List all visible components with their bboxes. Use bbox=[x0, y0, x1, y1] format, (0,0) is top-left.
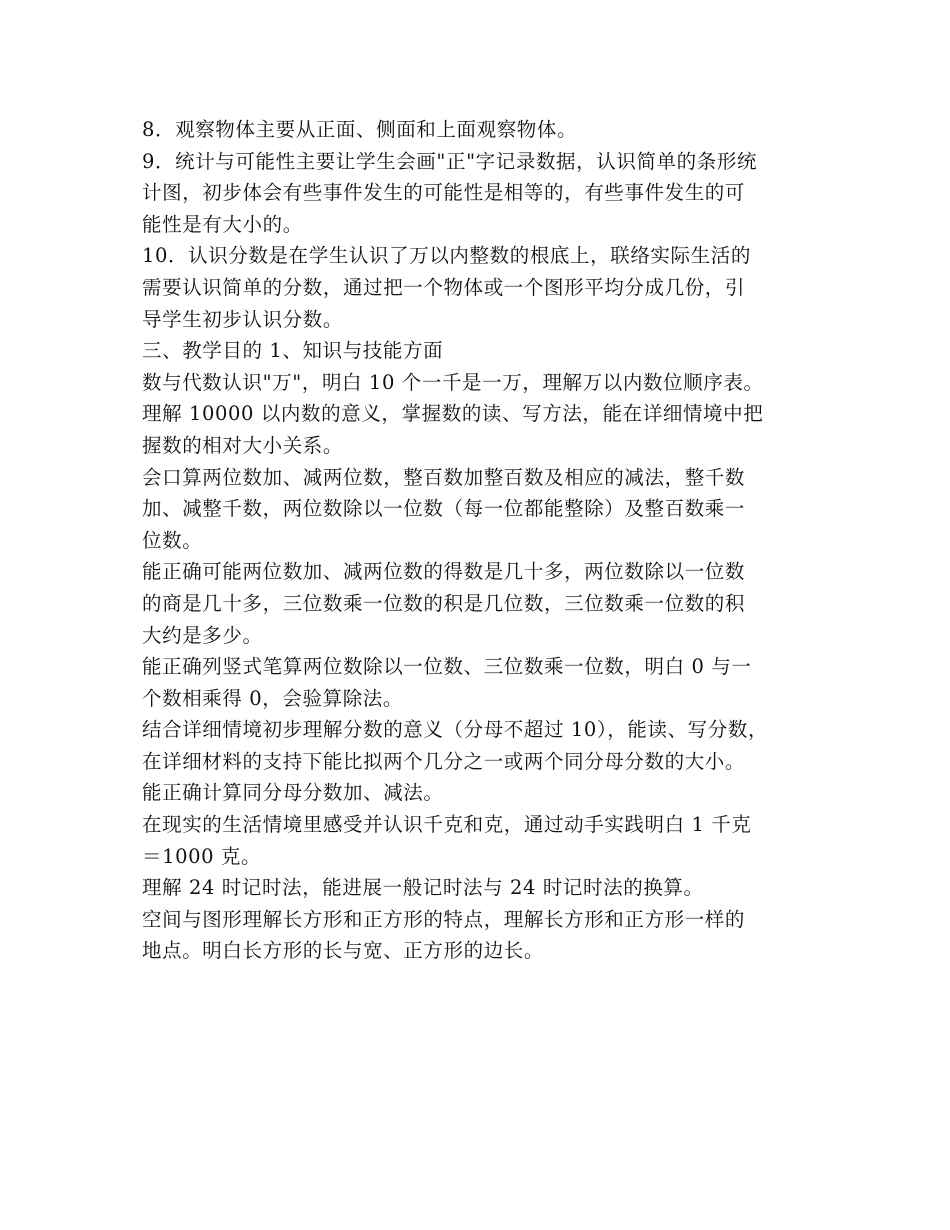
text-line: 在现实的生活情境里感受并认识千克和克，通过动手实践明白 1 千克 bbox=[142, 813, 752, 837]
text-line: ＝1000 克。 bbox=[142, 844, 262, 868]
text-line: 能正确可能两位数加、减两位数的得数是几十多，两位数除以一位数 bbox=[142, 560, 746, 584]
text-line: 理解 10000 以内数的意义，掌握数的读、写方法，能在详细情境中把 bbox=[142, 402, 764, 426]
text-line: 会口算两位数加、减两位数，整百数加整百数及相应的减法，整千数 bbox=[142, 465, 746, 489]
text-line: 导学生初步认识分数。 bbox=[142, 307, 344, 331]
text-line: 的商是几十多，三位数乘一位数的积是几位数，三位数乘一位数的积 bbox=[142, 591, 746, 615]
text-line: 握数的相对大小关系。 bbox=[142, 433, 344, 457]
text-line: 能正确计算同分母分数加、减法。 bbox=[142, 781, 444, 805]
text-line: 个数相乘得 0，会验算除法。 bbox=[142, 686, 404, 710]
text-line: 数与代数认识"万"，明白 10 个一千是一万，理解万以内数位顺序表。 bbox=[142, 370, 764, 394]
section-heading: 三、教学目的 1、知识与技能方面 bbox=[142, 339, 444, 363]
text-line: 计图，初步体会有些事件发生的可能性是相等的，有些事件发生的可 bbox=[142, 181, 746, 205]
text-line: 能正确列竖式笔算两位数除以一位数、三位数乘一位数，明白 0 与一 bbox=[142, 655, 752, 679]
text-line: 理解 24 时记时法，能进展一般记时法与 24 时记时法的换算。 bbox=[142, 876, 704, 900]
text-line: 位数。 bbox=[142, 528, 203, 552]
text-line: 大约是多少。 bbox=[142, 623, 263, 647]
document-body bbox=[142, 114, 832, 967]
text-line: 地点。明白长方形的长与宽、正方形的边长。 bbox=[142, 939, 545, 963]
text-line: 空间与图形理解长方形和正方形的特点，理解长方形和正方形一样的 bbox=[142, 907, 746, 931]
text-line: 8．观察物体主要从正面、侧面和上面观察物体。 bbox=[142, 118, 578, 141]
text-line: 结合详细情境初步理解分数的意义（分母不超过 10），能读、写分数， bbox=[142, 718, 769, 742]
text-line: 10．认识分数是在学生认识了万以内整数的根底上，联络实际生活的 bbox=[142, 244, 751, 268]
text-line: 9．统计与可能性主要让学生会画"正"字记录数据，认识简单的条形统 bbox=[142, 149, 758, 173]
text-line: 在详细材料的支持下能比拟两个几分之一或两个同分母分数的大小。 bbox=[142, 749, 746, 773]
text-line: 需要认识简单的分数，通过把一个物体或一个图形平均分成几份，引 bbox=[142, 275, 746, 299]
text-line: 加、减整千数，两位数除以一位数（每一位都能整除）及整百数乘一 bbox=[142, 497, 746, 521]
text-line: 能性是有大小的。 bbox=[142, 212, 303, 236]
